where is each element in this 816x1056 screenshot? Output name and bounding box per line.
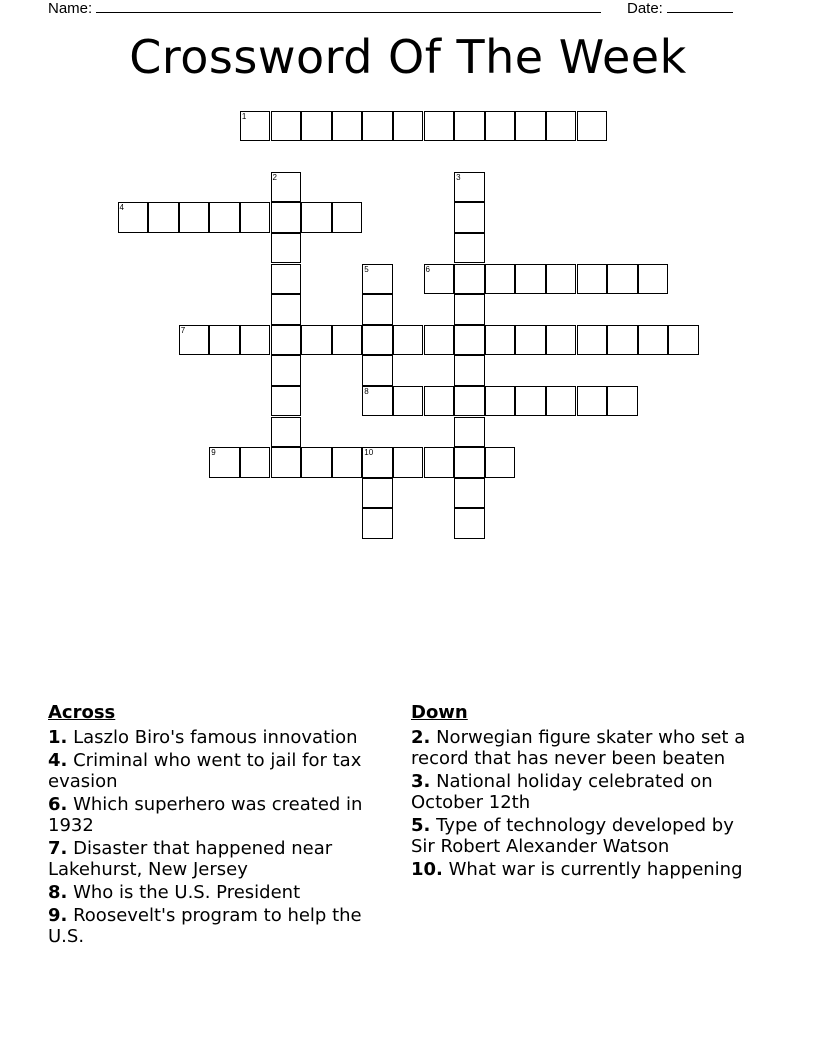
crossword-cell[interactable] (271, 294, 302, 325)
crossword-cell[interactable] (271, 355, 302, 386)
crossword-cell[interactable] (454, 202, 485, 233)
clue-number: 8 (364, 386, 369, 396)
crossword-cell[interactable] (607, 386, 638, 417)
clue-item (48, 905, 388, 947)
crossword-cell[interactable] (271, 233, 302, 264)
crossword-cell[interactable] (301, 202, 332, 233)
crossword-cell[interactable] (577, 111, 608, 142)
crossword-cell[interactable] (454, 447, 485, 478)
crossword-cell[interactable] (485, 447, 516, 478)
crossword-cell[interactable] (332, 447, 363, 478)
crossword-cell[interactable] (209, 447, 240, 478)
clue-item-text: Roosevelt's program to help the U.S. (48, 905, 362, 947)
crossword-cell[interactable] (271, 172, 302, 203)
crossword-cell[interactable] (485, 264, 516, 295)
crossword-cell[interactable] (240, 325, 271, 356)
clue-item-number: 7. (48, 838, 68, 859)
crossword-cell[interactable] (362, 355, 393, 386)
crossword-cell[interactable] (485, 325, 516, 356)
crossword-cell[interactable] (332, 111, 363, 142)
crossword-cell[interactable] (546, 264, 577, 295)
crossword-cell[interactable] (424, 386, 455, 417)
clue-item-number: 3. (411, 771, 431, 792)
clue-item (411, 727, 751, 769)
clue-number: 6 (425, 264, 430, 274)
clue-number: 5 (364, 264, 369, 274)
crossword-cell[interactable] (209, 202, 240, 233)
clue-number: 4 (119, 203, 124, 213)
crossword-cell[interactable] (577, 325, 608, 356)
crossword-cell[interactable] (362, 508, 393, 539)
across-heading: Across (48, 702, 116, 723)
clue-item-text: What war is currently happening (442, 859, 743, 880)
clue-number: 9 (211, 448, 216, 458)
crossword-cell[interactable] (638, 264, 669, 295)
crossword-cell[interactable] (454, 478, 485, 509)
crossword-cell[interactable] (454, 172, 485, 203)
crossword-cell[interactable] (515, 386, 546, 417)
clue-item (48, 727, 388, 748)
crossword-cell[interactable] (240, 202, 271, 233)
crossword-cell[interactable] (515, 325, 546, 356)
crossword-cell[interactable] (424, 325, 455, 356)
date-label: Date: (627, 0, 663, 17)
clue-item (48, 750, 388, 792)
crossword-cell[interactable] (362, 447, 393, 478)
crossword-cell[interactable] (424, 264, 455, 295)
crossword-cell[interactable] (515, 264, 546, 295)
clue-item-text: Which superhero was created in 1932 (48, 794, 363, 836)
crossword-cell[interactable] (362, 386, 393, 417)
crossword-cell[interactable] (607, 325, 638, 356)
clue-number: 3 (456, 172, 461, 182)
crossword-cell[interactable] (454, 111, 485, 142)
crossword-cell[interactable] (668, 325, 699, 356)
clue-number: 1 (241, 111, 247, 121)
crossword-cell[interactable] (179, 202, 210, 233)
crossword-cell[interactable] (577, 264, 608, 295)
crossword-cell[interactable] (332, 202, 363, 233)
clue-item-number: 8. (48, 882, 68, 903)
crossword-cell[interactable] (454, 355, 485, 386)
crossword-cell[interactable] (393, 325, 424, 356)
crossword-cell[interactable] (271, 447, 302, 478)
crossword-cell[interactable] (271, 325, 302, 356)
crossword-cell[interactable] (179, 325, 210, 356)
crossword-cell[interactable] (301, 325, 332, 356)
crossword-cell[interactable] (118, 202, 149, 233)
crossword-cell[interactable] (301, 111, 332, 142)
across-clues (48, 702, 388, 949)
crossword-cell[interactable] (362, 325, 393, 356)
clue-item-number: 5. (411, 815, 431, 836)
crossword-cell[interactable] (454, 386, 485, 417)
crossword-cell[interactable] (393, 447, 424, 478)
crossword-cell[interactable] (362, 111, 393, 142)
clue-item-number: 10. (411, 859, 443, 880)
crossword-cell[interactable] (454, 325, 485, 356)
clue-item (411, 771, 751, 813)
crossword-cell[interactable] (454, 294, 485, 325)
crossword-cell[interactable] (271, 386, 302, 417)
clue-number: 7 (180, 325, 186, 335)
crossword-cell[interactable] (515, 111, 546, 142)
clue-item (411, 815, 751, 857)
crossword-cell[interactable] (271, 264, 302, 295)
crossword-cell[interactable] (271, 202, 302, 233)
crossword-cell[interactable] (424, 447, 455, 478)
crossword-cell[interactable] (332, 325, 363, 356)
crossword-cell[interactable] (607, 264, 638, 295)
clue-item-text: Disaster that happened near Lakehurst, New Jersey (48, 838, 333, 880)
crossword-cell[interactable] (362, 478, 393, 509)
clue-item-text: Norwegian figure skater who set a record that has never been beaten (411, 727, 746, 769)
crossword-cell[interactable] (393, 386, 424, 417)
clue-item-text: Who is the U.S. President (67, 882, 301, 903)
crossword-cell[interactable] (240, 447, 271, 478)
crossword-cell[interactable] (271, 417, 302, 448)
crossword-cell[interactable] (454, 233, 485, 264)
crossword-cell[interactable] (454, 508, 485, 539)
crossword-cell[interactable] (271, 111, 302, 142)
crossword-cell[interactable] (148, 202, 179, 233)
crossword-cell[interactable] (362, 264, 393, 295)
clue-item-number: 2. (411, 727, 431, 748)
name-label: Name: (48, 0, 93, 17)
crossword-cell[interactable] (454, 417, 485, 448)
clue-item-text: Laszlo Biro's famous innovation (67, 727, 358, 748)
crossword-cell[interactable] (546, 111, 577, 142)
crossword-cell[interactable] (424, 111, 455, 142)
crossword-cell[interactable] (546, 325, 577, 356)
crossword-cell[interactable] (638, 325, 669, 356)
clue-item-text: Type of technology developed by Sir Robert Alexander Watson (411, 815, 734, 857)
clue-item-number: 9. (48, 905, 68, 926)
page-title: Crossword Of The Week (129, 30, 687, 84)
down-clues (411, 702, 751, 882)
clue-item-text: Criminal who went to jail for tax evasion (48, 750, 362, 792)
crossword-cell[interactable] (454, 264, 485, 295)
crossword-cell[interactable] (485, 111, 516, 142)
clue-item-text: National holiday celebrated on October 12th (411, 771, 713, 813)
clue-item (411, 859, 751, 880)
clue-item-number: 4. (48, 750, 68, 771)
clue-number: 2 (272, 172, 277, 182)
crossword-cell[interactable] (485, 386, 516, 417)
down-heading: Down (411, 702, 468, 723)
clue-item-number: 6. (48, 794, 68, 815)
crossword-cell[interactable] (546, 386, 577, 417)
crossword-cell[interactable] (301, 447, 332, 478)
crossword-cell[interactable] (393, 111, 424, 142)
crossword-cell[interactable] (362, 294, 393, 325)
clue-number: 10 (364, 448, 374, 458)
clue-item (48, 882, 388, 903)
clue-item (48, 794, 388, 836)
crossword-cell[interactable] (209, 325, 240, 356)
crossword-cell[interactable] (240, 111, 271, 142)
clue-item-number: 1. (48, 727, 68, 748)
clue-item (48, 838, 388, 880)
crossword-cell[interactable] (577, 386, 608, 417)
